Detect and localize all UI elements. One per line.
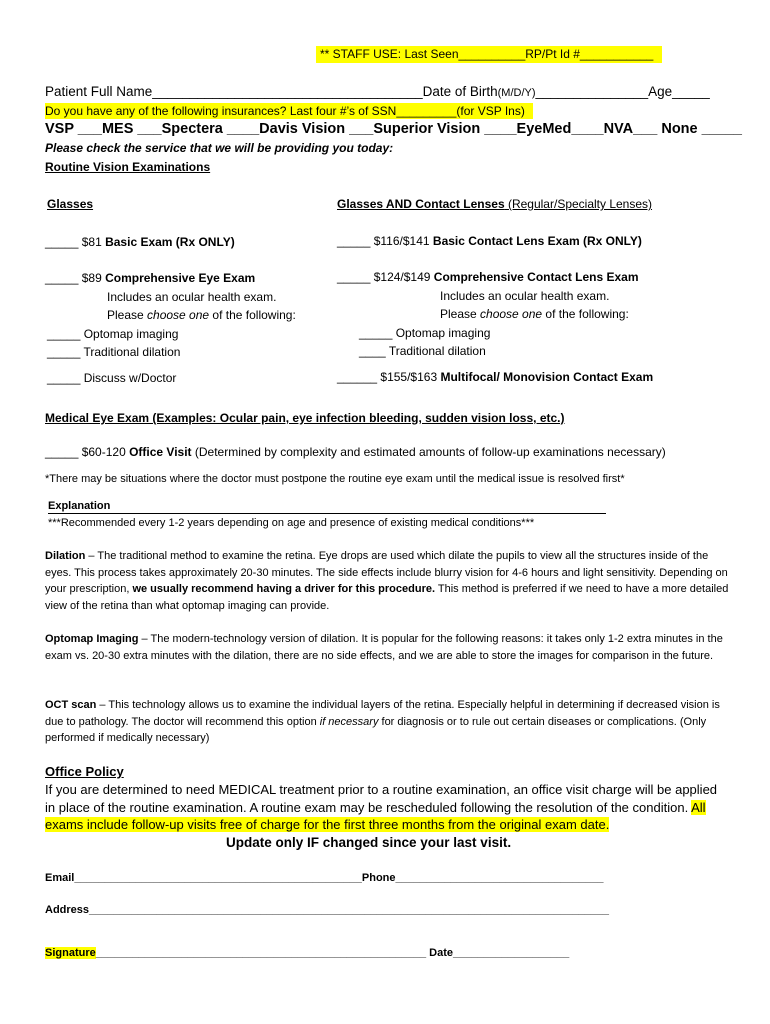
- service-name: Basic Exam (Rx ONLY): [105, 235, 235, 249]
- staff-use-line[interactable]: ** STAFF USE: Last Seen__________RP/Pt Id #___________: [316, 46, 662, 63]
- service-name: Multifocal/ Monovision Contact Exam: [440, 370, 654, 384]
- service-name: Comprehensive Eye Exam: [105, 271, 256, 285]
- contacts-choose-one: Please choose one of the following:: [440, 307, 629, 321]
- insurance-question: Do you have any of the following insurances? Last four #’s of SSN_________(for VSP Ins): [45, 103, 533, 119]
- insurance-options[interactable]: VSP ___MES ___Spectera ____Davis Vision ___Superior Vision ____EyeMed____NVA___ None _____: [45, 121, 742, 137]
- glasses-optomap-option[interactable]: _____ Optomap imaging: [47, 327, 179, 341]
- glasses-discuss-option[interactable]: _____ Discuss w/Doctor: [47, 371, 177, 385]
- contacts-heading: Glasses AND Contact Lenses (Regular/Specialty Lenses): [337, 197, 653, 211]
- glasses-dilation-option[interactable]: _____ Traditional dilation: [47, 345, 181, 359]
- explanation-label: Explanation: [48, 500, 606, 514]
- email-field[interactable]: Email_______________________________________________: [45, 872, 362, 884]
- office-policy-text: If you are determined to need MEDICAL treatment prior to a routine examination, an office visit charge will be applied in place of the routine examination. A routine exam may be rescheduled following the resolution of the condition. All exams include follow-up visits free of charge for the first three months from the original exam date.: [45, 782, 718, 832]
- contacts-basic-option[interactable]: [337, 234, 642, 248]
- glasses-comp-option[interactable]: [45, 271, 255, 285]
- contacts-comp-option[interactable]: [337, 270, 639, 284]
- explanation-recommended: ***Recommended every 1-2 years depending on age and presence of existing medical conditions***: [48, 517, 535, 529]
- service-name: Basic Contact Lens Exam (Rx ONLY): [432, 234, 642, 248]
- price: $124/$149: [373, 270, 431, 284]
- signature-date-line[interactable]: [45, 947, 569, 959]
- price: $89: [81, 271, 102, 285]
- checkbox-blank[interactable]: _____: [45, 235, 79, 249]
- patient-info-line[interactable]: [45, 84, 710, 99]
- price: $116/$141: [373, 234, 430, 248]
- glasses-basic-option[interactable]: [45, 235, 235, 249]
- patient-name-field[interactable]: Patient Full Name____________________________________: [45, 84, 423, 99]
- email-phone-line[interactable]: [45, 872, 604, 884]
- routine-heading: Routine Vision Examinations: [45, 160, 211, 174]
- medical-office-visit-option[interactable]: _____ $60-120 Office Visit (Determined by complexity and estimated amounts of follow-up examinations necessary): [45, 445, 666, 459]
- update-note: Update only IF changed since your last visit.: [226, 835, 512, 850]
- checkbox-blank[interactable]: _____: [45, 271, 79, 285]
- price: $155/$163: [380, 370, 438, 384]
- dob-format: (M/D/Y): [497, 87, 536, 99]
- phone-field[interactable]: Phone__________________________________: [361, 872, 604, 884]
- date-field[interactable]: Date___________________: [426, 947, 570, 959]
- medical-heading: Medical Eye Exam (Examples: Ocular pain, eye infection bleeding, sudden vision loss, etc.): [45, 411, 565, 425]
- optomap-paragraph: Optomap Imaging – The modern-technology version of dilation. It is popular for the following reasons: it takes only 1-2 extra minutes in the exam vs. 20-30 extra minutes with the dilation, there are no side effects, and we are able to store the images for comparison in the future.: [45, 633, 723, 662]
- contacts-multifocal-option[interactable]: [337, 370, 653, 384]
- glasses-includes: Includes an ocular health exam.: [107, 290, 277, 304]
- signature-field[interactable]: ______________________________________________________: [95, 947, 427, 959]
- address-field[interactable]: Address_____________________________________________________________________________________: [45, 904, 610, 916]
- signature-label: Signature: [45, 947, 96, 959]
- medical-note: *There may be situations where the doctor must postpone the routine eye exam until the medical issue is resolved first*: [45, 473, 625, 485]
- office-policy-heading: Office Policy: [45, 764, 124, 779]
- glasses-choose-one: Please choose one of the following:: [107, 308, 296, 322]
- glasses-heading: Glasses: [47, 197, 94, 211]
- oct-paragraph: OCT scan – This technology allows us to examine the individual layers of the retina. Especially helpful in determining if decreased vision is due to pathology. The doctor will recommend this option if necessary for diagnosis or to rule out certain diseases or complications. (Only performed if medically necessary): [45, 699, 720, 744]
- age-field[interactable]: Age_____: [648, 84, 710, 99]
- contacts-includes: Includes an ocular health exam.: [440, 289, 610, 303]
- price: $81: [81, 235, 102, 249]
- service-prompt: Please check the service that we will be providing you today:: [45, 141, 394, 155]
- dob-label: Date of Birth: [422, 84, 498, 99]
- contacts-dilation-option[interactable]: ____ Traditional dilation: [359, 344, 486, 358]
- checkbox-blank[interactable]: ______: [337, 370, 378, 384]
- service-name: Comprehensive Contact Lens Exam: [433, 270, 639, 284]
- dilation-paragraph: Dilation – The traditional method to examine the retina. Eye drops are used which dilate the pupils to view all the structures inside of the eyes. This process takes approximately 20-30 minutes. The side effects include blurry vision for 4-6 hours and light sensitivity. Depending on your prescription, we usually recommend having a driver for this procedure. This method is preferred if we need to have a more detailed view of the retina than what optomap imaging can provide.: [45, 550, 729, 612]
- checkbox-blank[interactable]: _____: [337, 270, 371, 284]
- checkbox-blank[interactable]: _____: [337, 234, 371, 248]
- dob-field[interactable]: _______________: [535, 84, 649, 99]
- contacts-optomap-option[interactable]: _____ Optomap imaging: [359, 326, 491, 340]
